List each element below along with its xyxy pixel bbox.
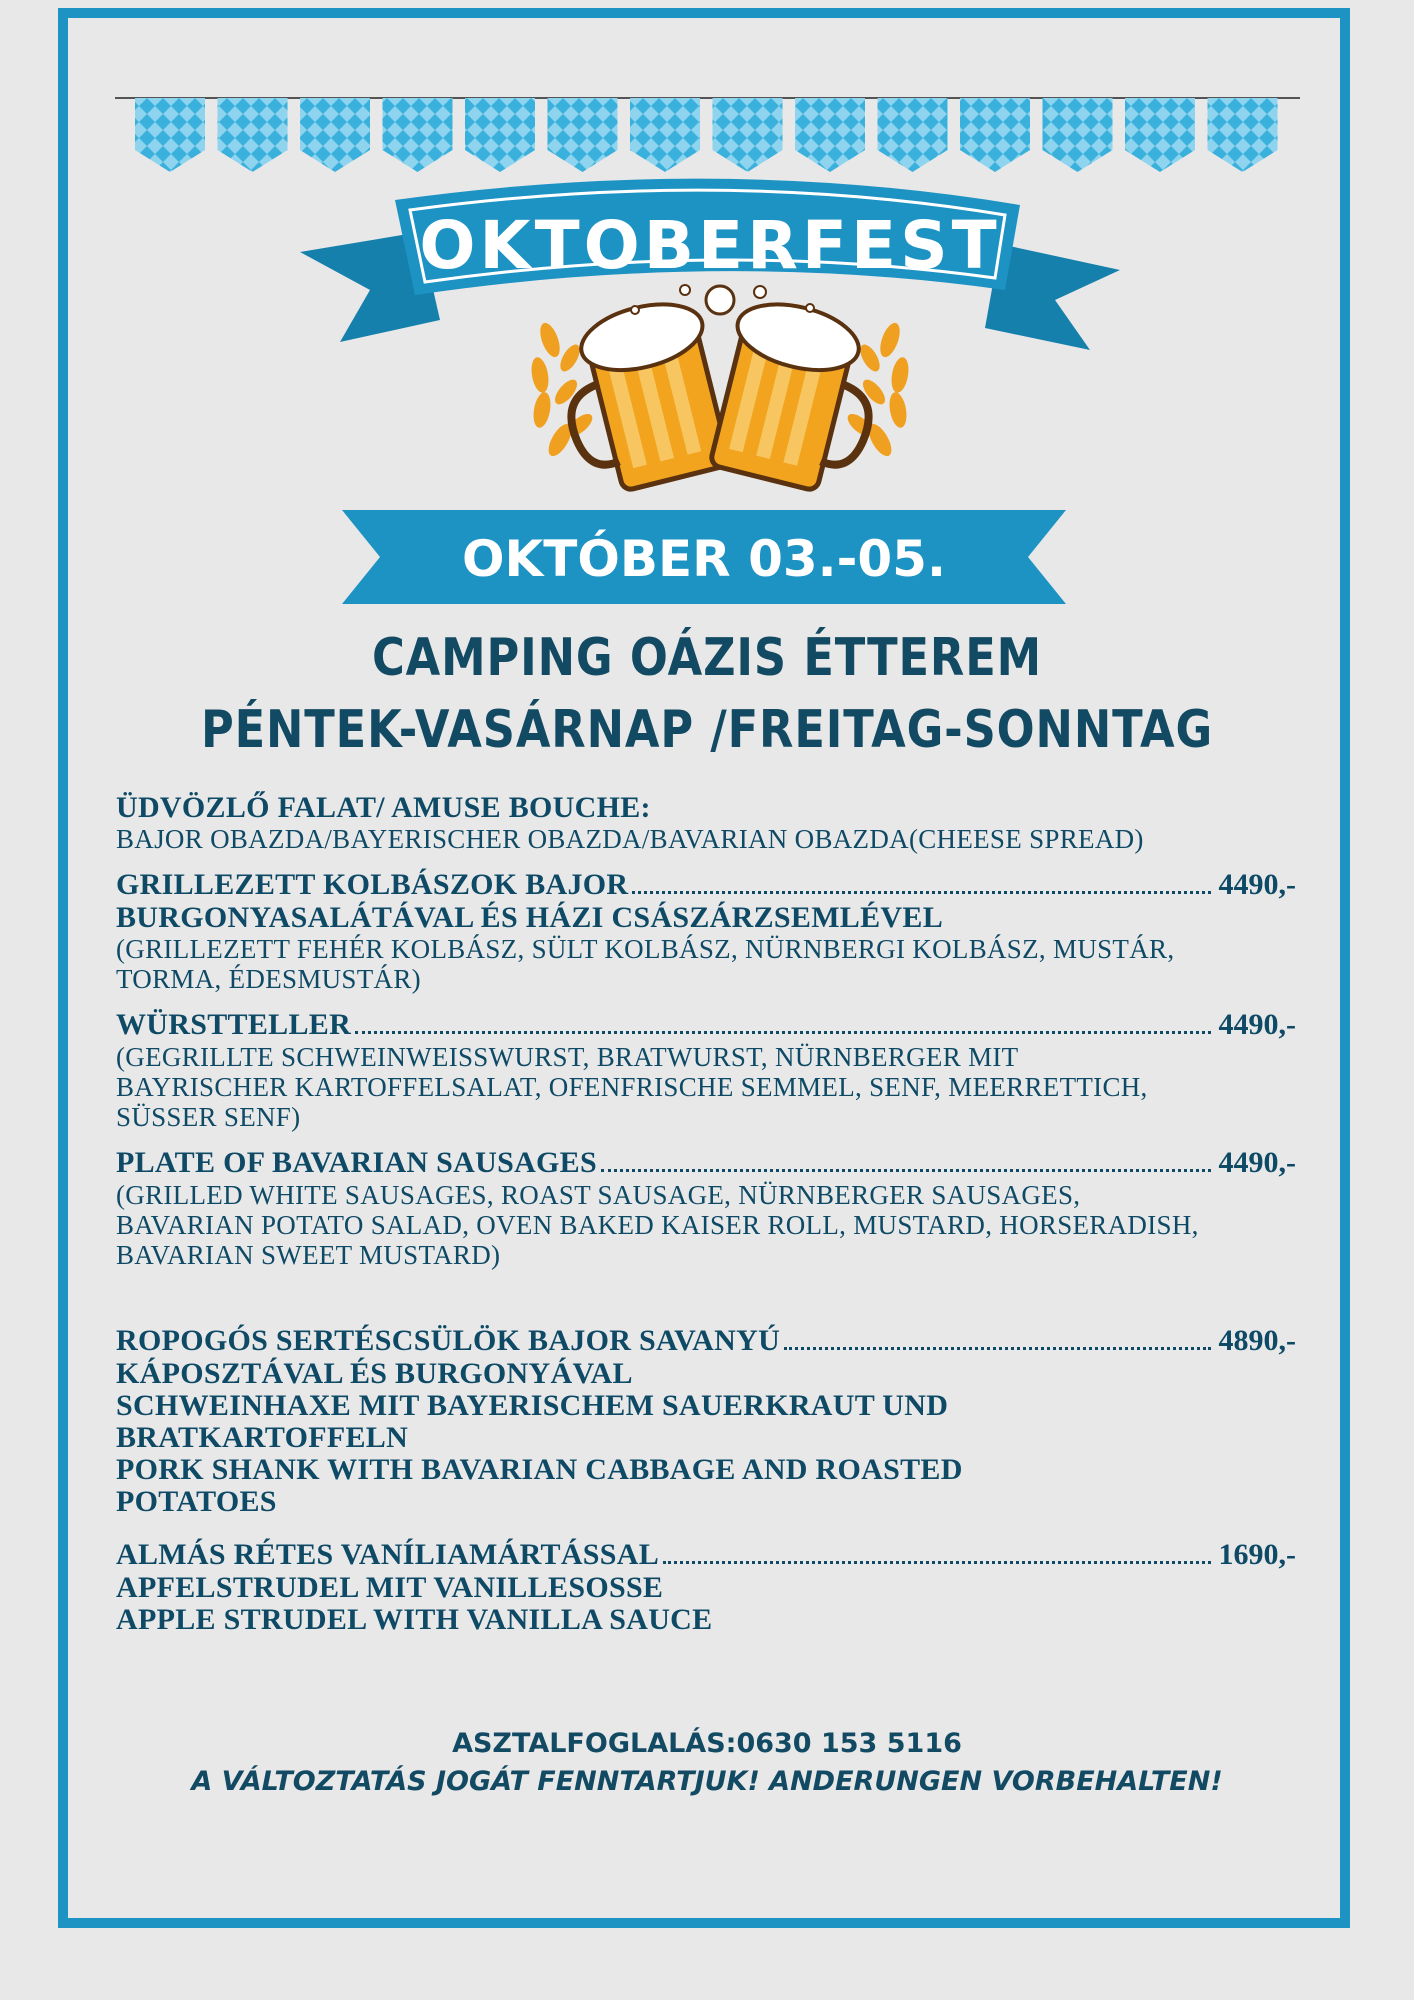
beer-mugs-icon bbox=[520, 280, 920, 500]
menu-item-price: 1690,- bbox=[1218, 1538, 1296, 1571]
days-heading: PÉNTEK-VASÁRNAP /FREITAG-SONNTAG bbox=[200, 700, 1214, 760]
venue-heading: CAMPING OÁZIS ÉTTEREM bbox=[372, 628, 1042, 688]
menu-item-desc: (GRILLEZETT FEHÉR KOLBÁSZ, SÜLT KOLBÁSZ, NÜRNBERGI KOLBÁSZ, MUSTÁR, TORMA, ÉDESMUSTÁR) bbox=[116, 934, 1175, 994]
oktoberfest-title: OKTOBERFEST bbox=[419, 207, 1001, 284]
menu-item-title: ALMÁS RÉTES VANÍLIAMÁRTÁSSAL bbox=[116, 1538, 660, 1571]
menu-item-desc: (GRILLED WHITE SAUSAGES, ROAST SAUSAGE, NÜRNBERGER SAUSAGES, BAVARIAN POTATO SALAD, OVEN BAKED KAISER ROLL, MUSTARD, HORSERADISH, BAVARIAN SWEET MUSTARD) bbox=[116, 1180, 1199, 1270]
reservation-phone: ASZTALFOGLALÁS:0630 153 5116 bbox=[452, 1728, 962, 1759]
bunting-flag bbox=[135, 98, 205, 172]
bunting-flag bbox=[1125, 98, 1195, 172]
dotted-leader bbox=[601, 1169, 1211, 1172]
amuse-bouche-desc: BAJOR OBAZDA/BAYERISCHER OBAZDA/BAVARIAN OBAZDA(CHEESE SPREAD) bbox=[116, 824, 1144, 854]
disclaimer: A VÁLTOZTATÁS JOGÁT FENNTARTJUK! ANDERUNGEN VORBEHALTEN! bbox=[191, 1766, 1223, 1797]
menu-list bbox=[116, 792, 1296, 1650]
menu-item-title: GRILLEZETT KOLBÁSZOK BAJOR bbox=[116, 868, 629, 901]
menu-item-price: 4490,- bbox=[1218, 1008, 1296, 1041]
amuse-bouche-item bbox=[116, 792, 1296, 854]
menu-item-extra-line: PORK SHANK WITH BAVARIAN CABBAGE AND ROASTED POTATOES bbox=[116, 1453, 963, 1518]
menu-item-extra-line: KÁPOSZTÁVAL ÉS BURGONYÁVAL bbox=[116, 1357, 633, 1390]
menu-item-extra-line: APFELSTRUDEL MIT VANILLESOSSE bbox=[116, 1571, 664, 1604]
menu-item-title: ROPOGÓS SERTÉSCSÜLÖK BAJOR SAVANYÚ bbox=[116, 1324, 781, 1357]
bunting-flag bbox=[1208, 98, 1278, 172]
amuse-bouche-title: ÜDVÖZLŐ FALAT/ AMUSE BOUCHE: bbox=[116, 791, 651, 824]
menu-item-grilled-sausages bbox=[116, 868, 1296, 994]
menu-item-price: 4490,- bbox=[1218, 1146, 1296, 1179]
event-date: OKTÓBER 03.-05. bbox=[462, 530, 946, 588]
dotted-leader bbox=[355, 1031, 1210, 1034]
menu-item-desc: (GEGRILLTE SCHWEINWEISSWURST, BRATWURST, NÜRNBERGER MIT BAYRISCHER KARTOFFELSALAT, OFENFRISCHE SEMMEL, SENF, MEERRETTICH, SÜSSER SENF) bbox=[116, 1042, 1148, 1132]
menu-item-title: PLATE OF BAVARIAN SAUSAGES bbox=[116, 1146, 597, 1179]
menu-item-price: 4890,- bbox=[1218, 1324, 1296, 1357]
menu-item-pork-shank bbox=[116, 1324, 1296, 1518]
menu-item-extra-line: BURGONYASALÁTÁVAL ÉS HÁZI CSÁSZÁRZSEMLÉVEL bbox=[116, 901, 944, 934]
dotted-leader bbox=[663, 1561, 1210, 1564]
dotted-leader bbox=[784, 1347, 1210, 1350]
menu-item-bavarian-sausages bbox=[116, 1146, 1296, 1270]
dotted-leader bbox=[632, 891, 1210, 894]
menu-item-price: 4490,- bbox=[1218, 868, 1296, 901]
date-ribbon bbox=[342, 510, 1066, 604]
menu-item-wurstteller bbox=[116, 1008, 1296, 1132]
menu-item-extra-line: APPLE STRUDEL WITH VANILLA SAUCE bbox=[116, 1603, 713, 1636]
menu-item-title: WÜRSTTELLER bbox=[116, 1008, 352, 1041]
bunting-flag bbox=[218, 98, 288, 172]
menu-item-extra-line: SCHWEINHAXE MIT BAYERISCHEM SAUERKRAUT UND BRATKARTOFFELN bbox=[116, 1389, 949, 1454]
menu-item-apple-strudel bbox=[116, 1538, 1296, 1636]
